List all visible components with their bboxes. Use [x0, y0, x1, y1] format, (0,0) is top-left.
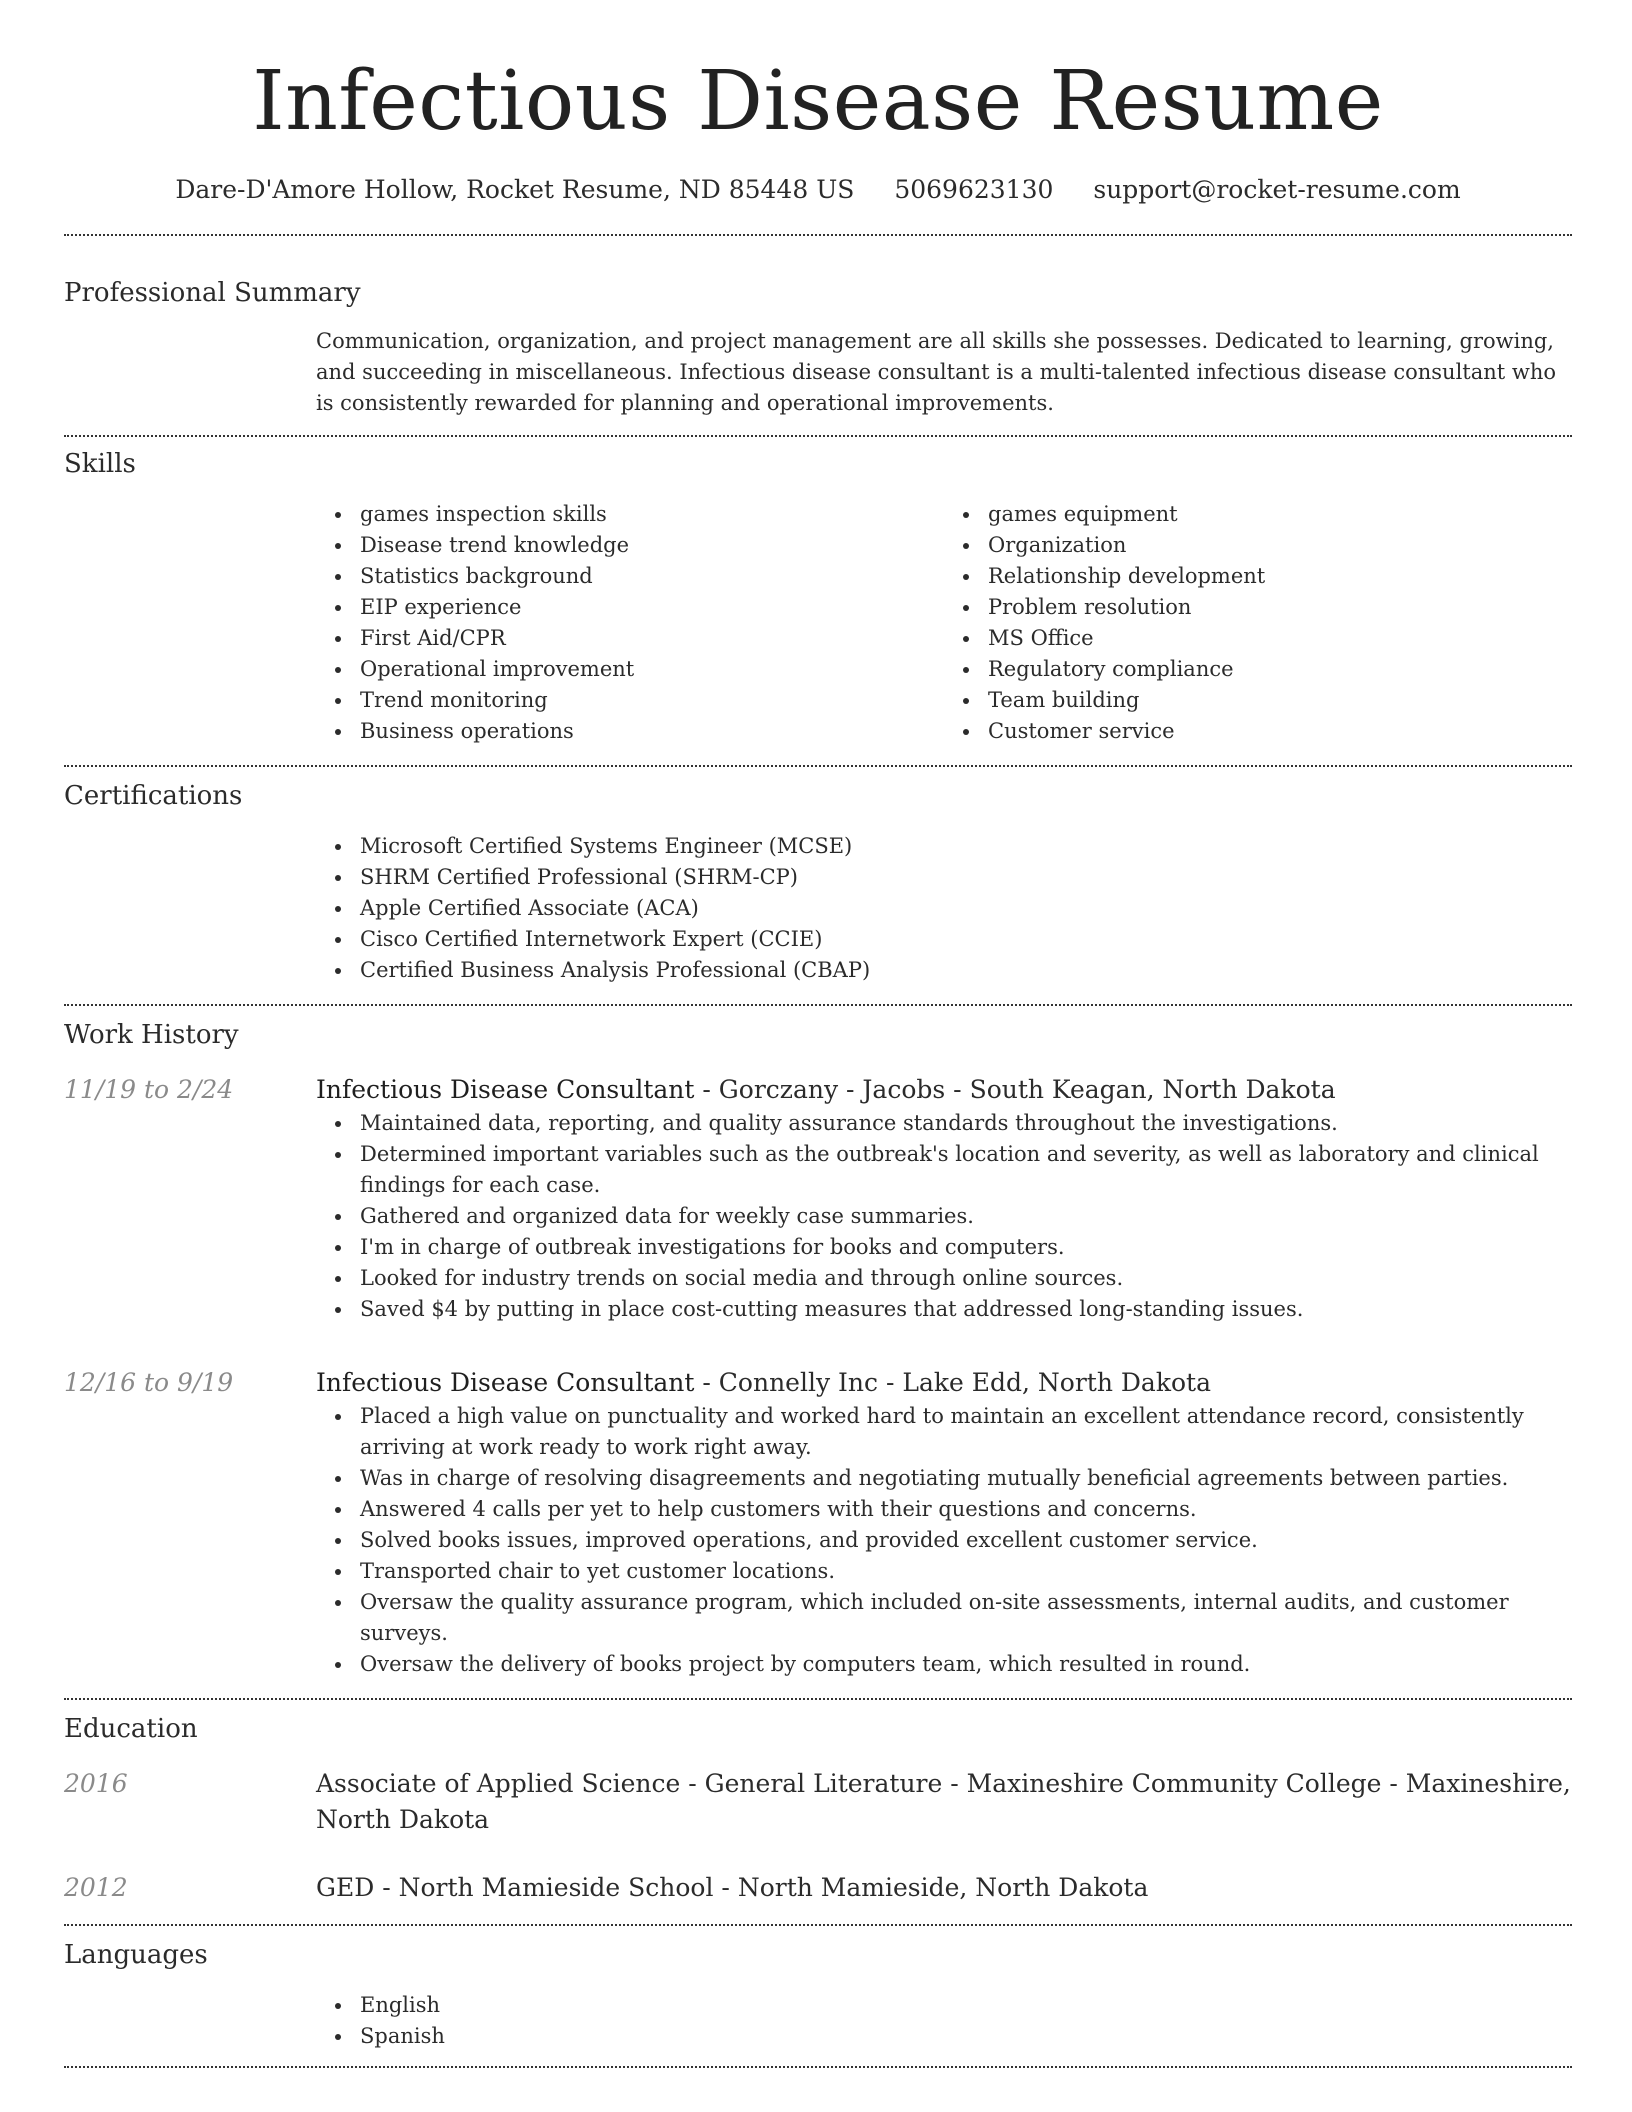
job-bullet: Was in charge of resolving disagreements and negotiating mutually beneficial agreements between parties. — [360, 1463, 1572, 1494]
job-bullet: Solved books issues, improved operations, and provided excellent customer service. — [360, 1525, 1572, 1556]
certification-item: Apple Certified Associate (ACA) — [360, 893, 1572, 924]
job-role: Infectious Disease Consultant — [316, 1075, 695, 1104]
skill-item: Disease trend knowledge — [360, 530, 944, 561]
skills-list-right — [944, 499, 1572, 747]
skill-item: Business operations — [360, 716, 944, 747]
contact-address: Dare-D'Amore Hollow, Rocket Resume, ND 85448 US — [175, 175, 855, 204]
job-bullet: Placed a high value on punctuality and worked hard to maintain an excellent attendance record, consistently arriving at work ready to work right away. — [360, 1401, 1572, 1463]
skill-item: Problem resolution — [988, 592, 1572, 623]
job-bullet: Gathered and organized data for weekly case summaries. — [360, 1201, 1572, 1232]
job-date: 11/19 to 2/24 — [64, 1075, 234, 1104]
languages-list — [316, 1990, 1572, 2052]
section-title-education: Education — [64, 1714, 198, 1744]
contact-line — [64, 172, 1572, 208]
skill-item: Team building — [988, 685, 1572, 716]
job-employer: - Connelly Inc - Lake Edd, North Dakota — [694, 1368, 1211, 1397]
section-title-summary: Professional Summary — [64, 278, 361, 308]
job-employer: - Gorczany - Jacobs - South Keagan, North Dakota — [694, 1075, 1336, 1104]
job-bullet: Oversaw the quality assurance program, which included on-site assessments, internal audits, and customer surveys. — [360, 1587, 1572, 1649]
skill-item: Organization — [988, 530, 1572, 561]
contact-phone: 5069623130 — [894, 175, 1054, 204]
section-title-certifications: Certifications — [64, 781, 243, 811]
skill-item: First Aid/CPR — [360, 623, 944, 654]
job-bullets — [316, 1401, 1572, 1680]
skill-item: games equipment — [988, 499, 1572, 530]
skill-item: Customer service — [988, 716, 1572, 747]
section-title-work-history: Work History — [64, 1020, 239, 1050]
skill-item: Trend monitoring — [360, 685, 944, 716]
education-heading: Associate of Applied Science - General Literature - Maxineshire Community College - Maxineshire, North Dakota — [316, 1769, 1571, 1834]
education-entry — [64, 1766, 1572, 1838]
job-heading — [316, 1072, 1572, 1108]
job-entry — [64, 1365, 1572, 1680]
skill-item: Relationship development — [988, 561, 1572, 592]
skill-item: EIP experience — [360, 592, 944, 623]
job-bullet: Transported chair to yet customer locations. — [360, 1556, 1572, 1587]
certification-item: Cisco Certified Internetwork Expert (CCIE) — [360, 924, 1572, 955]
education-details — [316, 1766, 1572, 1838]
skill-item: games inspection skills — [360, 499, 944, 530]
certification-item: SHRM Certified Professional (SHRM-CP) — [360, 862, 1572, 893]
skill-item: Regulatory compliance — [988, 654, 1572, 685]
divider — [64, 234, 1572, 236]
job-entry — [64, 1072, 1572, 1325]
languages-section — [316, 1990, 1572, 2052]
education-date: 2016 — [64, 1769, 128, 1798]
certifications-list — [316, 831, 1572, 986]
job-bullet: I'm in charge of outbreak investigations for books and computers. — [360, 1232, 1572, 1263]
job-bullets — [316, 1108, 1572, 1325]
certification-item: Certified Business Analysis Professional (CBAP) — [360, 955, 1572, 986]
divider — [64, 765, 1572, 767]
education-heading: GED - North Mamieside School - North Mamieside, North Dakota — [316, 1873, 1149, 1902]
job-details — [316, 1072, 1572, 1325]
summary-section — [316, 326, 1572, 419]
skills-section — [316, 499, 1572, 747]
job-bullet: Saved $4 by putting in place cost-cutting measures that addressed long-standing issues. — [360, 1294, 1572, 1325]
education-details — [316, 1870, 1572, 1906]
divider — [64, 2066, 1572, 2068]
certifications-section — [316, 831, 1572, 986]
divider — [64, 1698, 1572, 1700]
section-title-skills: Skills — [64, 449, 136, 479]
contact-email: support@rocket-resume.com — [1093, 175, 1461, 204]
certification-item: Microsoft Certified Systems Engineer (MCSE) — [360, 831, 1572, 862]
language-item: Spanish — [360, 2021, 1572, 2052]
divider — [64, 1004, 1572, 1006]
job-bullet: Answered 4 calls per yet to help customers with their questions and concerns. — [360, 1494, 1572, 1525]
divider — [64, 1924, 1572, 1926]
language-item: English — [360, 1990, 1572, 2021]
job-bullet: Looked for industry trends on social media and through online sources. — [360, 1263, 1572, 1294]
job-heading — [316, 1365, 1572, 1401]
summary-text: Communication, organization, and project management are all skills she possesses. Dedicated to learning, growing, and succeeding in miscellaneous. Infectious disease consultant is a multi-talented infectious disease consultant who is consistently rewarded for planning and operational improvements. — [316, 329, 1557, 415]
resume-page — [64, 0, 1572, 2068]
education-date: 2012 — [64, 1873, 128, 1902]
job-bullet: Determined important variables such as the outbreak's location and severity, as well as laboratory and clinical findings for each case. — [360, 1139, 1572, 1201]
job-bullet: Maintained data, reporting, and quality assurance standards throughout the investigations. — [360, 1108, 1572, 1139]
resume-title: Infectious Disease Resume — [252, 54, 1384, 149]
job-details — [316, 1365, 1572, 1680]
job-date: 12/16 to 9/19 — [64, 1368, 234, 1397]
job-role: Infectious Disease Consultant — [316, 1368, 695, 1397]
skill-item: Operational improvement — [360, 654, 944, 685]
section-title-languages: Languages — [64, 1940, 208, 1970]
divider — [64, 435, 1572, 437]
education-entry — [64, 1870, 1572, 1906]
skills-list-left — [316, 499, 944, 747]
job-bullet: Oversaw the delivery of books project by computers team, which resulted in round. — [360, 1649, 1572, 1680]
skill-item: Statistics background — [360, 561, 944, 592]
skill-item: MS Office — [988, 623, 1572, 654]
